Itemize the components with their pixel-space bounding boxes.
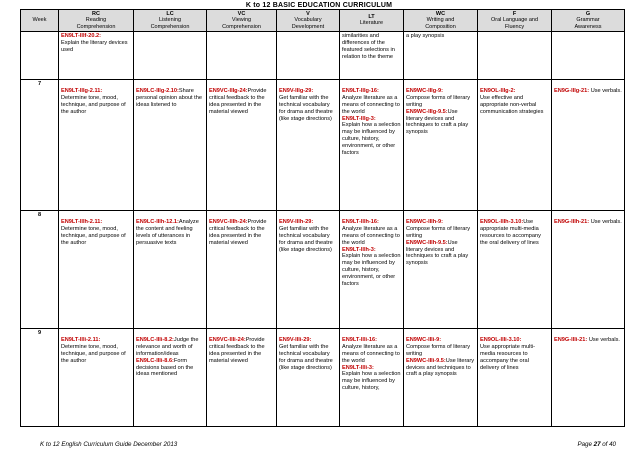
curriculum-table — [20, 9, 625, 427]
cell-g: EN9G-IIIi-21: Use verbals. — [552, 328, 625, 426]
header-f: F Oral Language and Fluency — [478, 10, 552, 32]
cell-v — [277, 31, 340, 79]
cell-g: EN9G-IIIg-21: Use verbals. — [552, 79, 625, 210]
cell-vc: EN9VC-IIIh-24:Provide critical feedback to the idea presented in the material viewed — [207, 210, 277, 328]
cell-rc: EN9LT-IIIi-2.11: Determine tone, mood, technique, and purpose of the author — [59, 328, 134, 426]
footer-guide-title: K to 12 English Curriculum Guide December 2013 — [40, 441, 178, 448]
cell-f: EN9OL-IIIh-3.10:Use appropriate multi-media resources to accompany the oral delivery of lines — [478, 210, 552, 328]
cell-lc: EN9LC-IIIi-8.2:Judge the relevance and worth of information/ideas EN9LC-IIIi-8.6:Form decisions based on the ideas mentioned — [134, 328, 207, 426]
cell-lc — [134, 31, 207, 79]
cell-g — [552, 31, 625, 79]
table-row-week-7 — [21, 79, 625, 210]
cell-vc: EN9VC-IIIg-24:Provide critical feedback to the idea presented in the material viewed — [207, 79, 277, 210]
cell-week — [21, 31, 59, 79]
cell-vc — [207, 31, 277, 79]
cell-lt: similarities and differences of the featured selections in relation to the theme — [340, 31, 404, 79]
cell-v: EN9V-IIIi-29: Get familiar with the technical vocabulary for drama and theatre (like stage directions) — [277, 328, 340, 426]
footer-page-number: Page 27 of 40 — [577, 441, 616, 448]
document-title: K to 12 BASIC EDUCATION CURRICULUM — [245, 2, 393, 9]
cell-f — [478, 31, 552, 79]
header-lc: LC Listening Comprehension — [134, 10, 207, 32]
cell-lt: EN9LT-IIIh-16: Analyze literature as a means of connecting to the world EN9LT-IIIh-3: Explain how a selection may be influenced by culture, history, environment, or other factors — [340, 210, 404, 328]
header-row — [21, 10, 625, 32]
table-row-week-9 — [21, 328, 625, 426]
cell-g: EN9G-IIIh-21: Use verbals. — [552, 210, 625, 328]
header-vc: VC Viewing Comprehension — [207, 10, 277, 32]
cell-f: EN9OL-IIIg-2: Use effective and appropriate non-verbal communication strategies — [478, 79, 552, 210]
header-rc: RC Reading Comprehension — [59, 10, 134, 32]
cell-lc: EN9LC-IIIg-2.10:Share personal opinion about the ideas listened to — [134, 79, 207, 210]
cell-rc: EN9LT-IIIf-20.2: Explain the literary devices used — [59, 31, 134, 79]
table-row-continuation — [21, 31, 625, 79]
cell-lt: EN9LT-IIIi-16: Analyze literature as a means of connecting to the world EN9LT-IIIi-3: Explain how a selection may be influenced by culture, history, — [340, 328, 404, 426]
cell-wc: a play synopsis — [404, 31, 478, 79]
cell-week: 9 — [21, 328, 59, 426]
cell-wc: EN9WC-IIIh-9: Compose forms of literary writing EN9WC-IIIh-9.5:Use literary devices and techniques to craft a play synopsis — [404, 210, 478, 328]
cell-vc: EN9VC-IIIi-24:Provide critical feedback to the idea presented in the material viewed — [207, 328, 277, 426]
cell-f: EN9OL-IIIi-3.10: Use appropriate multi-media resources to accompany the oral delivery of lines — [478, 328, 552, 426]
cell-wc: EN9WC-IIIi-9: Compose forms of literary writing EN9WC-IIIi-9.5:Use literary devices and techniques to craft a play synopsis — [404, 328, 478, 426]
cell-rc: EN9LT-IIIh-2.11: Determine tone, mood, technique, and purpose of the author — [59, 210, 134, 328]
table-row-week-8 — [21, 210, 625, 328]
cell-v: EN9V-IIIg-29: Get familiar with the technical vocabulary for drama and theatre (like stage directions) — [277, 79, 340, 210]
header-g: G Grammar Awareness — [552, 10, 625, 32]
cell-rc: EN9LT-IIIg-2.11: Determine tone, mood, technique, and purpose of the author — [59, 79, 134, 210]
header-v: V Vocabulary Development — [277, 10, 340, 32]
cell-lt: EN9LT-IIIg-16: Analyze literature as a means of connecting to the world EN9LT-IIIg-3: Explain how a selection may be influenced by culture, history, environment, or other factors — [340, 79, 404, 210]
cell-wc: EN9WC-IIIg-9: Compose forms of literary writing EN9WC-IIIg-9.5:Use literary devices and techniques to craft a play synopsis — [404, 79, 478, 210]
cell-v: EN9V-IIIh-29: Get familiar with the technical vocabulary for drama and theatre (like stage directions) — [277, 210, 340, 328]
header-week: Week — [21, 10, 59, 32]
cell-week: 7 — [21, 79, 59, 210]
header-lt: LT Literature — [340, 10, 404, 32]
cell-lc: EN9LC-IIIh-12.1:Analyze the content and feeling levels of utterances in persuasive texts — [134, 210, 207, 328]
header-wc: WC Writing and Composition — [404, 10, 478, 32]
cell-week: 8 — [21, 210, 59, 328]
